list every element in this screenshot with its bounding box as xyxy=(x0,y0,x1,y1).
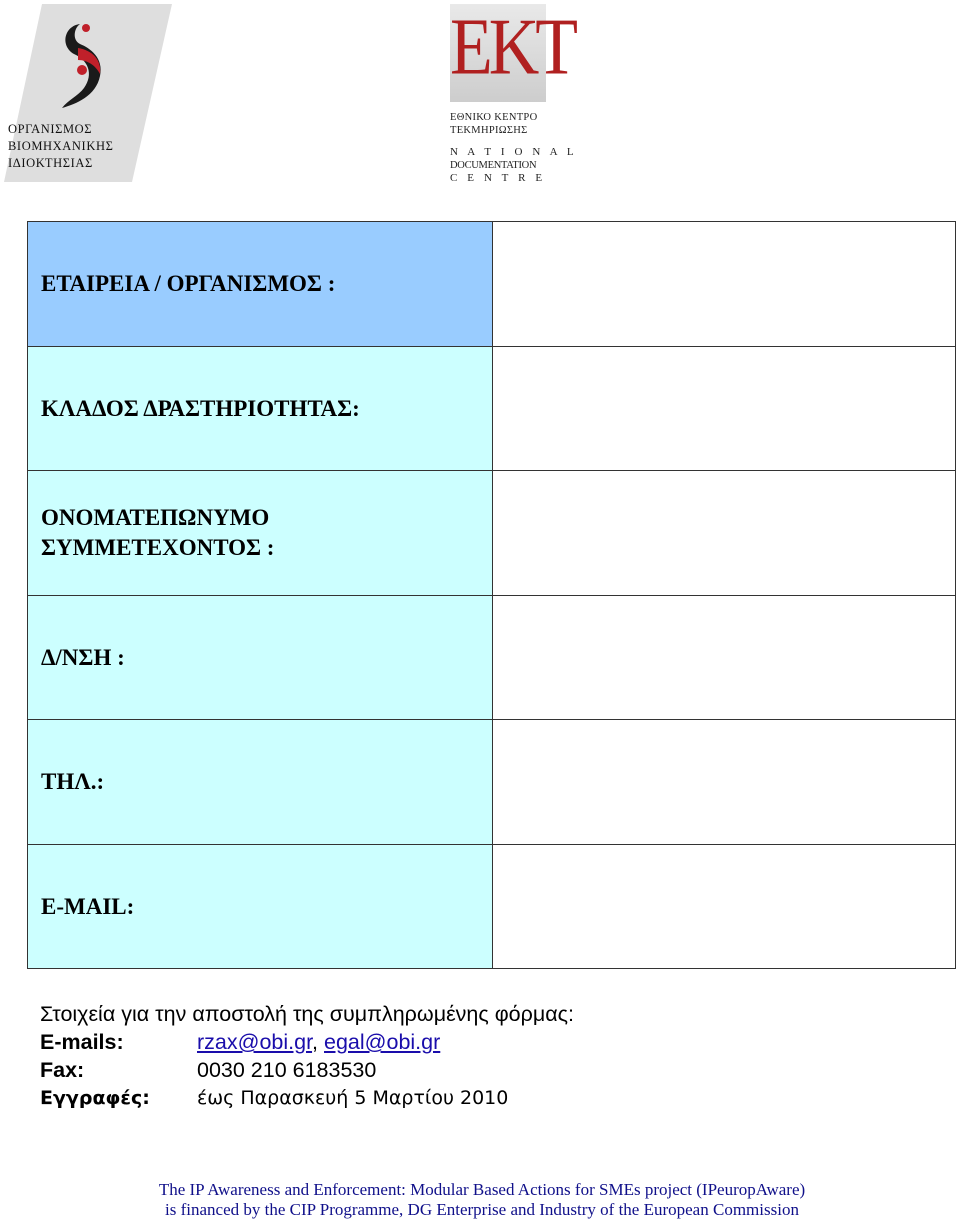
phone-label: ΤΗΛ.: xyxy=(28,720,493,844)
registration-line xyxy=(40,1084,574,1112)
company-field[interactable] xyxy=(493,222,955,346)
ekt-english-line: N A T I O N A L xyxy=(450,146,578,158)
email-label: E-MAIL: xyxy=(28,845,493,968)
email-separator: , xyxy=(312,1030,319,1054)
fax-label: Fax: xyxy=(40,1058,85,1082)
fax-line xyxy=(40,1056,574,1084)
form-row-company xyxy=(28,222,955,347)
emails-value xyxy=(197,1028,440,1056)
email-link-egal[interactable]: egal@obi.gr xyxy=(324,1030,441,1054)
ekt-badge xyxy=(450,3,575,102)
submission-heading: Στοιχεία για την αποστολή της συμπληρωμένης φόρμας: xyxy=(40,1002,574,1026)
ekt-greek-line: ΕΘΝΙΚΟ ΚΕΝΤΡΟ xyxy=(450,112,538,123)
obi-name-line: ΟΡΓΑΝΙΣΜΟΣ xyxy=(8,122,93,136)
ekt-greek-line: ΤΕΚΜΗΡΙΩΣΗΣ xyxy=(450,125,528,136)
sector-label: ΚΛΑΔΟΣ ΔΡΑΣΤΗΡΙΟΤΗΤΑΣ: xyxy=(28,347,493,470)
form-row-address xyxy=(28,596,955,720)
obi-name-line: ΒΙΟΜΗΧΑΝΙΚΗΣ xyxy=(8,139,114,153)
phone-field[interactable] xyxy=(493,720,955,844)
company-label: ΕΤΑΙΡΕΙΑ / ΟΡΓΑΝΙΣΜΟΣ : xyxy=(28,222,493,346)
email-link-rzax[interactable]: rzax@obi.gr xyxy=(197,1030,313,1054)
form-row-phone xyxy=(28,720,955,845)
fax-value: 0030 210 6183530 xyxy=(197,1058,377,1082)
form-row-sector xyxy=(28,347,955,471)
address-field[interactable] xyxy=(493,596,955,719)
registration-deadline: έως Παρασκευή 5 Μαρτίου 2010 xyxy=(197,1087,509,1109)
ekt-english-line: DOCUMENTATION xyxy=(450,160,537,171)
obi-name-line: ΙΔΙΟΚΤΗΣΙΑΣ xyxy=(8,156,93,170)
submission-info xyxy=(40,1000,574,1112)
email-field[interactable] xyxy=(493,845,955,968)
footer-line: is financed by the CIP Programme, DG Enterprise and Industry of the European Commission xyxy=(165,1200,799,1219)
ekt-badge-text: EKT xyxy=(450,3,575,92)
obi-name xyxy=(8,121,132,172)
form-row-email xyxy=(28,845,955,968)
funding-footer xyxy=(0,1180,960,1220)
sector-field[interactable] xyxy=(493,347,955,470)
participant-field[interactable] xyxy=(493,471,955,595)
ekt-greek-name xyxy=(450,111,550,137)
participant-label: ΟΝΟΜΑΤΕΠΩΝΥΜΟ ΣΥΜΜΕΤΕΧΟΝΤΟΣ : xyxy=(28,471,493,595)
footer-line: The IP Awareness and Enforcement: Modular Based Actions for SMEs project (IPeuropAware) xyxy=(158,1180,806,1199)
ekt-logo xyxy=(450,3,578,184)
ekt-english-name xyxy=(450,146,578,185)
obi-logo xyxy=(4,4,172,182)
ekt-english-line: C E N T R E xyxy=(450,172,546,184)
form-row-participant xyxy=(28,471,955,596)
registration-label: Εγγραφές: xyxy=(40,1087,150,1109)
registration-form-table xyxy=(27,221,956,969)
emails-label: E-mails: xyxy=(40,1030,124,1054)
address-label: Δ/ΝΣΗ : xyxy=(28,596,493,719)
emails-line xyxy=(40,1028,574,1056)
